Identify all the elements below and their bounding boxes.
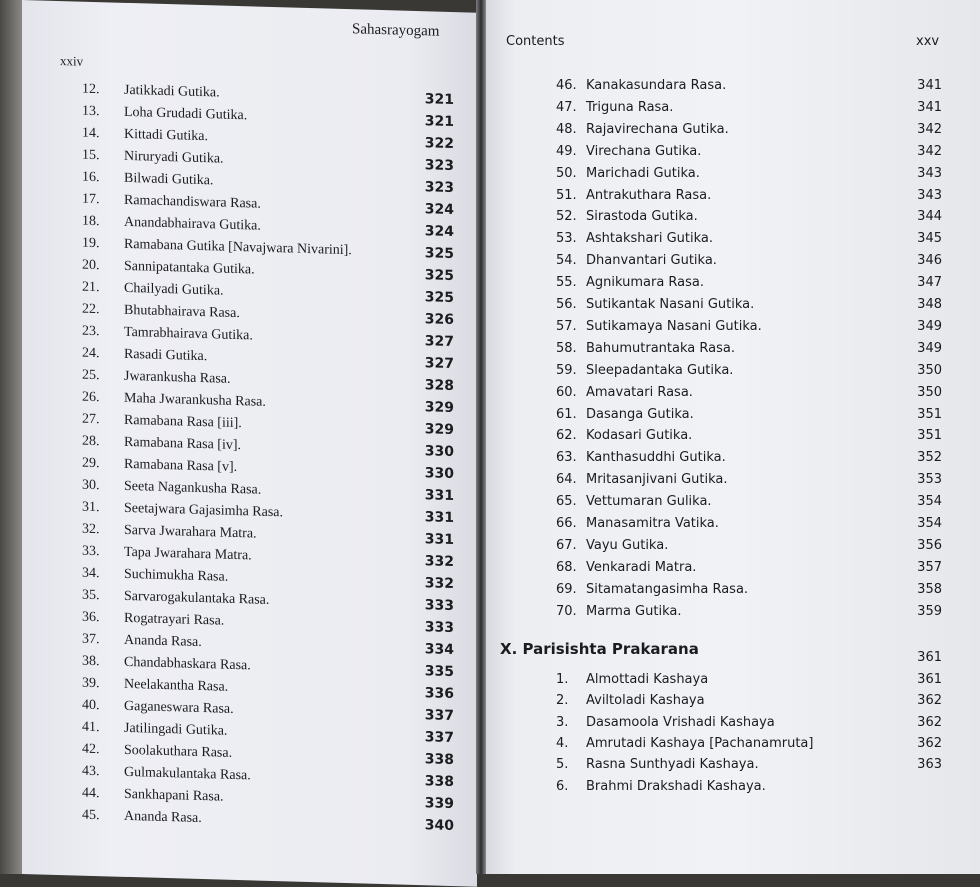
entry-title: Jatilingadi Gutika. (124, 720, 228, 739)
page-ref: 326 (424, 311, 454, 329)
page-ref: 362 (917, 693, 942, 709)
page-ref: 333 (424, 597, 454, 615)
entry-title: Gaganeswara Rasa. (124, 698, 234, 717)
page-ref: 357 (917, 559, 942, 575)
entry-title: Triguna Rasa. (586, 99, 674, 115)
toc-entry (556, 450, 942, 465)
page-ref: 332 (424, 553, 454, 571)
entry-title: Marichadi Gutika. (586, 165, 700, 181)
entry-number: 27. (82, 411, 100, 428)
page-ref: 324 (424, 201, 454, 219)
page-ref: 324 (424, 223, 454, 241)
entry-title: Agnikumara Rasa. (586, 275, 705, 291)
entry-number: 38. (82, 653, 100, 670)
entry-number: 65. (556, 494, 577, 510)
page-ref: 327 (424, 355, 454, 373)
toc-entry (556, 385, 942, 400)
page-ref: 325 (424, 245, 454, 263)
entry-title: Chandabhaskara Rasa. (124, 654, 251, 674)
toc-entry (82, 478, 454, 504)
entry-title: Sutikantak Nasani Gutika. (586, 297, 755, 312)
entry-title: Manasamitra Vatika. (586, 516, 719, 531)
toc-entry (556, 472, 942, 487)
entry-number: 43. (82, 763, 100, 780)
page-ref: 359 (917, 603, 942, 619)
page-ref: 342 (917, 143, 942, 159)
toc-entry (556, 188, 942, 203)
entry-title: Virechana Gutika. (586, 143, 702, 159)
entry-title: Maha Jwarankusha Rasa. (124, 390, 266, 410)
entry-title: Jatikkadi Gutika. (124, 82, 220, 101)
page-ref: 362 (917, 714, 942, 730)
entry-title: Kanakasundara Rasa. (586, 78, 727, 93)
entry-number: 61. (556, 406, 577, 422)
entry-title: Ramabana Rasa [iv]. (124, 434, 242, 454)
toc-entry (82, 742, 454, 768)
toc-entry (556, 100, 942, 115)
entry-title: Dhanvantari Gutika. (586, 253, 717, 269)
toc-entry (556, 672, 942, 687)
entry-title: Sirastoda Gutika. (586, 209, 698, 225)
page-ref: 325 (424, 267, 454, 285)
entry-title: Bahumutrantaka Rasa. (586, 340, 735, 356)
page-ref: 349 (917, 318, 942, 334)
entry-title: Venkaradi Matra. (586, 559, 697, 575)
page-ref: 361 (917, 672, 942, 687)
entry-title: Amrutadi Kashaya [Pachanamruta] (586, 735, 814, 751)
page-ref: 332 (424, 575, 454, 593)
entry-title: Kanthasuddhi Gutika. (586, 450, 726, 466)
entry-number: 36. (82, 609, 100, 626)
toc-entry (556, 494, 942, 509)
toc-entry (556, 275, 942, 290)
page-ref: 353 (917, 472, 942, 488)
entry-number: 62. (556, 428, 577, 444)
page-ref: 322 (424, 135, 454, 153)
entry-title: Amavatari Rasa. (586, 384, 693, 400)
toc-entry (82, 434, 454, 460)
page-ref: 330 (424, 465, 454, 483)
entry-number: 58. (556, 340, 577, 356)
toc-entry (556, 582, 942, 597)
entry-title: Ramabana Rasa [v]. (124, 456, 238, 476)
entry-title: Ramabana Gutika [Navajwara Nivarini]. (124, 236, 352, 259)
entry-number: 63. (556, 450, 577, 466)
toc-entry (82, 676, 454, 702)
page-ref: 333 (424, 619, 454, 637)
running-head-title: Contents (506, 34, 565, 49)
entry-title: Seetajwara Gajasimha Rasa. (124, 500, 283, 521)
entry-number: 68. (556, 559, 577, 575)
toc-entry (82, 522, 454, 548)
toc-entry (82, 258, 454, 284)
toc-entry (82, 390, 454, 416)
entry-title: Ananda Rasa. (124, 632, 202, 651)
toc-entry (556, 693, 942, 708)
page-ref: 331 (424, 487, 454, 505)
entry-number: 56. (556, 297, 577, 312)
toc-entry (556, 604, 942, 619)
toc-entry (556, 319, 942, 334)
entry-title: Sannipatantaka Gutika. (124, 258, 255, 278)
toc-entry (82, 654, 454, 680)
book-edge (0, 0, 22, 874)
page-ref: 356 (917, 537, 942, 553)
entry-title: Ashtakshari Gutika. (586, 231, 713, 247)
entry-title: Sleepadantaka Gutika. (586, 362, 734, 378)
page-ref: 358 (917, 581, 942, 597)
entry-number: 22. (82, 301, 100, 318)
toc-entry (82, 280, 454, 306)
page-ref: 339 (424, 795, 454, 813)
toc-entry (82, 412, 454, 438)
entry-number: 14. (82, 125, 100, 142)
left-page (22, 0, 477, 887)
entry-number: 28. (82, 433, 100, 450)
toc-entry (556, 209, 942, 224)
entry-number: 51. (556, 187, 577, 203)
entry-number: 33. (82, 543, 100, 560)
toc-entry (556, 78, 942, 93)
entry-title: Vayu Gutika. (586, 537, 669, 553)
entry-title: Dasamoola Vrishadi Kashaya (586, 714, 775, 730)
entry-title: Rogatrayari Rasa. (124, 610, 225, 629)
page-ref: 352 (917, 450, 942, 466)
toc-entry (82, 236, 454, 262)
entry-number: 12. (82, 81, 100, 98)
entry-number: 60. (556, 384, 577, 400)
entry-title: Sutikamaya Nasani Gutika. (586, 318, 762, 334)
entry-title: Loha Grudadi Gutika. (124, 104, 248, 124)
entry-number: 54. (556, 253, 577, 269)
entry-title: Anandabhairava Gutika. (124, 214, 261, 234)
entry-number: 42. (82, 741, 100, 758)
entry-number: 15. (82, 147, 100, 164)
toc-entry (556, 253, 942, 268)
entry-title: Rasna Sunthyadi Kashaya. (586, 757, 759, 773)
entry-title: Kodasari Gutika. (586, 428, 693, 444)
page-ref: 348 (917, 297, 942, 312)
entry-number: 23. (82, 323, 100, 340)
entry-number: 59. (556, 362, 577, 378)
entry-number: 1. (556, 672, 569, 687)
entry-number: 21. (82, 279, 100, 296)
entry-number: 17. (82, 191, 100, 208)
toc-entry (556, 538, 942, 553)
page-ref: 336 (424, 685, 454, 703)
page-ref: 331 (424, 531, 454, 549)
page-ref: 337 (424, 707, 454, 725)
page-ref: 350 (917, 362, 942, 378)
toc-entry (82, 632, 454, 658)
toc-entry (82, 610, 454, 636)
entry-number: 66. (556, 516, 577, 531)
toc-entry (82, 170, 454, 196)
page-ref: 346 (917, 253, 942, 269)
toc-entry (82, 544, 454, 570)
entry-number: 13. (82, 103, 100, 120)
entry-number: 18. (82, 213, 100, 230)
entry-title: Sankhapani Rasa. (124, 786, 224, 805)
entry-number: 53. (556, 231, 577, 247)
entry-title: Bilwadi Gutika. (124, 170, 214, 189)
page-ref: 321 (424, 113, 454, 131)
entry-number: 31. (82, 499, 100, 516)
page-ref: 338 (424, 751, 454, 769)
page-ref: 361 (917, 650, 942, 665)
entry-title: Jwarankusha Rasa. (124, 368, 231, 387)
entry-number: 45. (82, 807, 100, 824)
toc-entry (82, 192, 454, 218)
entry-number: 44. (82, 785, 100, 802)
toc-entry (82, 566, 454, 592)
toc-entry (556, 297, 942, 312)
right-page (486, 0, 980, 874)
entry-title: Rajavirechana Gutika. (586, 121, 729, 137)
page-ref: 331 (424, 509, 454, 527)
entry-title: Seeta Nagankusha Rasa. (124, 478, 262, 498)
entry-number: 57. (556, 318, 577, 334)
entry-title: Kittadi Gutika. (124, 126, 208, 145)
toc-entry (556, 757, 942, 772)
page-ref: 362 (917, 735, 942, 751)
entry-number: 19. (82, 235, 100, 252)
toc-entry (82, 720, 454, 746)
toc-entry (82, 588, 454, 614)
toc-entry (82, 808, 454, 834)
page-ref: 351 (917, 406, 942, 422)
toc-entry (556, 715, 942, 730)
entry-number: 4. (556, 735, 569, 751)
page-ref: 329 (424, 421, 454, 439)
entry-title: Mritasanjivani Gutika. (586, 472, 728, 488)
toc-entry (82, 764, 454, 790)
entry-number: 20. (82, 257, 100, 274)
entry-number: 64. (556, 472, 577, 488)
running-head-title: Sahasrayogam (352, 21, 440, 40)
toc-entry (556, 407, 942, 422)
entry-number: 50. (556, 165, 577, 181)
page-ref: 323 (424, 157, 454, 175)
entry-number: 29. (82, 455, 100, 472)
page-ref: 327 (424, 333, 454, 351)
entry-number: 2. (556, 693, 569, 709)
toc-entry (82, 148, 454, 174)
toc-entry (556, 122, 942, 137)
entry-number: 69. (556, 581, 577, 597)
entry-number: 37. (82, 631, 100, 648)
toc-entry (556, 166, 942, 181)
toc-entry (556, 144, 942, 159)
toc-entry (556, 428, 942, 443)
entry-number: 16. (82, 169, 100, 186)
page-ref: 321 (424, 91, 454, 109)
page-ref: 343 (917, 187, 942, 203)
entry-title: Niruryadi Gutika. (124, 148, 224, 167)
page-ref: 330 (424, 443, 454, 461)
entry-number: 35. (82, 587, 100, 604)
page-ref: 335 (424, 663, 454, 681)
page-ref: 344 (917, 209, 942, 225)
page-ref: 340 (424, 817, 454, 835)
entry-title: Tapa Jwarahara Matra. (124, 544, 252, 564)
entry-title: Tamrabhairava Gutika. (124, 324, 253, 344)
page-ref: 347 (917, 275, 942, 291)
page-ref: 363 (917, 757, 942, 773)
entry-title: Rasadi Gutika. (124, 346, 208, 365)
page-ref: 341 (917, 99, 942, 115)
toc-entry (556, 341, 942, 356)
entry-title: Brahmi Drakshadi Kashaya. (586, 778, 766, 794)
page-ref: 343 (917, 165, 942, 181)
entry-title: Antrakuthara Rasa. (586, 187, 712, 203)
toc-entry (82, 786, 454, 812)
entry-number: 5. (556, 757, 569, 773)
toc-entry (556, 560, 942, 575)
entry-number: 67. (556, 537, 577, 553)
entry-number: 46. (556, 78, 577, 93)
page-ref: 350 (917, 384, 942, 400)
entry-number: 30. (82, 477, 100, 494)
toc-entry (556, 779, 942, 794)
toc-entry (82, 126, 454, 152)
entry-title: Ramachandiswara Rasa. (124, 192, 261, 212)
toc-entry (82, 104, 454, 130)
page-number: xxiv (60, 53, 84, 69)
toc-entry (82, 302, 454, 328)
page-ref: 338 (424, 773, 454, 791)
entry-title: Bhutabhairava Rasa. (124, 302, 240, 322)
toc-entry (556, 363, 942, 378)
page-ref: 354 (917, 494, 942, 510)
toc-entry (82, 698, 454, 724)
entry-number: 6. (556, 778, 569, 794)
entry-number: 32. (82, 521, 100, 538)
toc-entry (82, 500, 454, 526)
entry-number: 49. (556, 143, 577, 159)
entry-number: 47. (556, 99, 577, 115)
entry-number: 25. (82, 367, 100, 384)
page-ref: 325 (424, 289, 454, 307)
toc-entry (82, 214, 454, 240)
page-number: xxv (916, 34, 940, 49)
entry-number: 52. (556, 209, 577, 225)
entry-number: 55. (556, 275, 577, 291)
page-ref: 345 (917, 231, 942, 247)
book-gutter (476, 0, 486, 874)
toc-entry (82, 368, 454, 394)
entry-number: 26. (82, 389, 100, 406)
entry-number: 24. (82, 345, 100, 362)
entry-title: Sitamatangasimha Rasa. (586, 581, 749, 597)
toc-entry (556, 736, 942, 751)
page-ref: 323 (424, 179, 454, 197)
toc-entry (82, 456, 454, 482)
entry-number: 48. (556, 121, 577, 137)
toc-entry (82, 82, 454, 108)
entry-title: Ramabana Rasa [iii]. (124, 412, 242, 432)
entry-number: 70. (556, 603, 577, 619)
toc-entry (556, 231, 942, 246)
entry-title: Gulmakulantaka Rasa. (124, 764, 251, 784)
entry-title: Vettumaran Gulika. (586, 494, 712, 510)
entry-title: Soolakuthara Rasa. (124, 742, 233, 761)
page-ref: 334 (424, 641, 454, 659)
entry-title: Ananda Rasa. (124, 808, 202, 827)
page-ref: 351 (917, 428, 942, 444)
page-ref: 342 (917, 121, 942, 137)
section-heading: X. Parisishta Prakarana (500, 640, 699, 658)
toc-entry (82, 324, 454, 350)
page-ref: 337 (424, 729, 454, 747)
page-ref: 354 (917, 516, 942, 531)
page-ref: 328 (424, 377, 454, 395)
page-ref: 341 (917, 78, 942, 93)
toc-entry (82, 346, 454, 372)
page-ref: 349 (917, 340, 942, 356)
entry-number: 34. (82, 565, 100, 582)
entry-title: Chailyadi Gutika. (124, 280, 224, 299)
entry-title: Dasanga Gutika. (586, 406, 694, 422)
entry-title: Suchimukha Rasa. (124, 566, 229, 585)
entry-number: 39. (82, 675, 100, 692)
entry-title: Aviltoladi Kashaya (586, 693, 705, 709)
entry-title: Neelakantha Rasa. (124, 676, 229, 695)
page-ref: 329 (424, 399, 454, 417)
toc-entry (556, 516, 942, 531)
entry-number: 3. (556, 714, 569, 730)
entry-title: Marma Gutika. (586, 603, 682, 619)
entry-number: 41. (82, 719, 100, 736)
entry-title: Sarvarogakulantaka Rasa. (124, 588, 270, 608)
entry-number: 40. (82, 697, 100, 714)
entry-title: Sarva Jwarahara Matra. (124, 522, 257, 542)
entry-title: Almottadi Kashaya (586, 672, 709, 687)
